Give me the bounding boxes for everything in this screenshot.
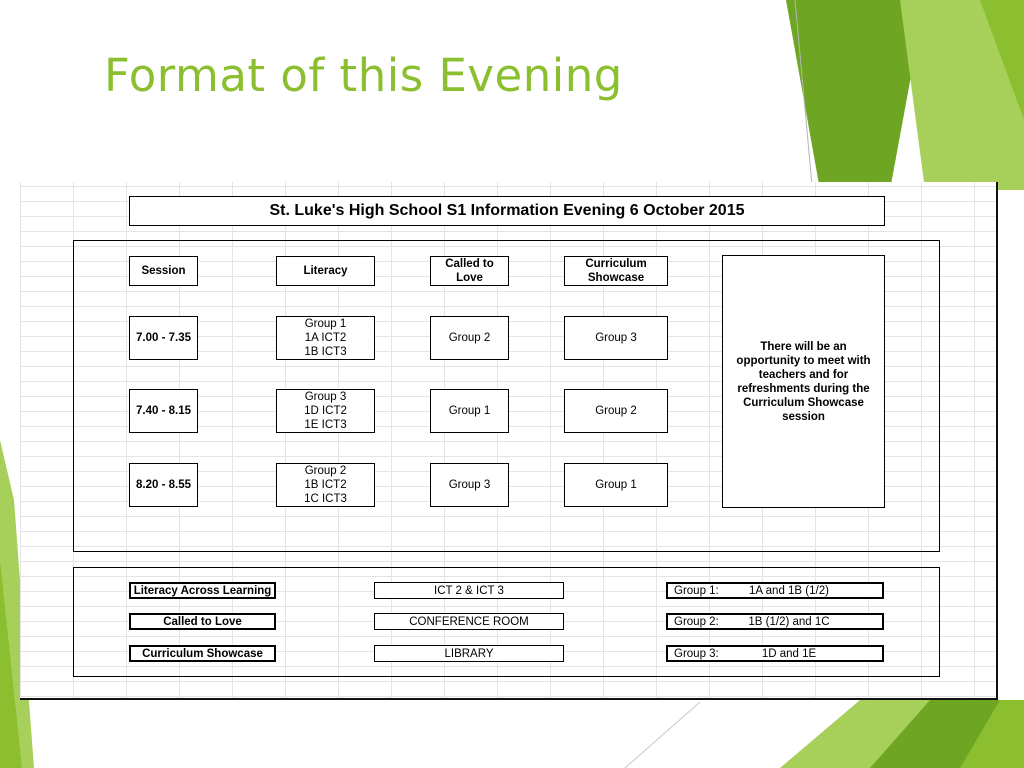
session-1-literacy-line: Group 1 bbox=[304, 318, 347, 330]
slide-title: Format of this Evening bbox=[104, 49, 623, 102]
document-title: St. Luke's High School S1 Information Evening 6 October 2015 bbox=[129, 196, 885, 226]
note-line: teachers and for bbox=[758, 368, 849, 381]
session-3-literacy-line: Group 2 bbox=[304, 465, 347, 477]
note-line: There will be an bbox=[760, 340, 847, 353]
group-legend-3 bbox=[666, 645, 884, 662]
group-legend-2 bbox=[666, 613, 884, 630]
session-2-literacy-line: 1E ICT3 bbox=[304, 419, 347, 431]
session-1-literacy-line: 1A ICT2 bbox=[304, 332, 347, 344]
header-literacy: Literacy bbox=[276, 256, 375, 286]
header-curriculum-showcase-line-2: Showcase bbox=[587, 272, 645, 284]
header-called-to-love-line-2: Love bbox=[456, 272, 483, 284]
session-2-curriculum-showcase: Group 2 bbox=[564, 389, 668, 433]
group-legend-value: 1D and 1E bbox=[761, 647, 817, 660]
bottom-right-leaf-line bbox=[625, 702, 700, 768]
location-activity-3: Curriculum Showcase bbox=[129, 645, 276, 662]
session-3-literacy-line: 1B ICT2 bbox=[304, 479, 347, 491]
session-3-called-to-love: Group 3 bbox=[430, 463, 509, 507]
header-session: Session bbox=[129, 256, 198, 286]
group-legend-key: Group 2: bbox=[674, 615, 719, 628]
session-3-time: 8.20 - 8.55 bbox=[129, 463, 198, 507]
header-called-to-love-line-1: Called to bbox=[445, 258, 494, 270]
header-curriculum-showcase bbox=[564, 256, 668, 286]
note-line: session bbox=[782, 410, 825, 423]
note-line: opportunity to meet with bbox=[736, 354, 871, 367]
session-1-curriculum-showcase: Group 3 bbox=[564, 316, 668, 360]
session-2-called-to-love: Group 1 bbox=[430, 389, 509, 433]
session-3-literacy-line: 1C ICT3 bbox=[304, 493, 347, 505]
location-room-2: CONFERENCE ROOM bbox=[374, 613, 564, 630]
session-3-curriculum-showcase: Group 1 bbox=[564, 463, 668, 507]
session-2-literacy bbox=[276, 389, 375, 433]
session-1-time: 7.00 - 7.35 bbox=[129, 316, 198, 360]
group-legend-value: 1A and 1B (1/2) bbox=[749, 584, 829, 597]
location-activity-2: Called to Love bbox=[129, 613, 276, 630]
location-room-3: LIBRARY bbox=[374, 645, 564, 662]
group-legend-value: 1B (1/2) and 1C bbox=[748, 615, 830, 628]
session-1-called-to-love: Group 2 bbox=[430, 316, 509, 360]
session-1-literacy bbox=[276, 316, 375, 360]
note-box bbox=[722, 255, 885, 508]
session-2-time: 7.40 - 8.15 bbox=[129, 389, 198, 433]
note-line: refreshments during the bbox=[737, 382, 870, 395]
location-activity-1: Literacy Across Learning bbox=[129, 582, 276, 599]
group-legend-key: Group 1: bbox=[674, 584, 719, 597]
session-2-literacy-line: 1D ICT2 bbox=[304, 405, 347, 417]
schedule-sheet bbox=[20, 182, 998, 700]
session-1-literacy-line: 1B ICT3 bbox=[304, 346, 347, 358]
group-legend-1 bbox=[666, 582, 884, 599]
header-called-to-love bbox=[430, 256, 509, 286]
note-line: Curriculum Showcase bbox=[743, 396, 864, 409]
location-room-1: ICT 2 & ICT 3 bbox=[374, 582, 564, 599]
group-legend-key: Group 3: bbox=[674, 647, 719, 660]
header-curriculum-showcase-line-1: Curriculum bbox=[585, 258, 647, 270]
session-2-literacy-line: Group 3 bbox=[304, 391, 347, 403]
session-3-literacy bbox=[276, 463, 375, 507]
